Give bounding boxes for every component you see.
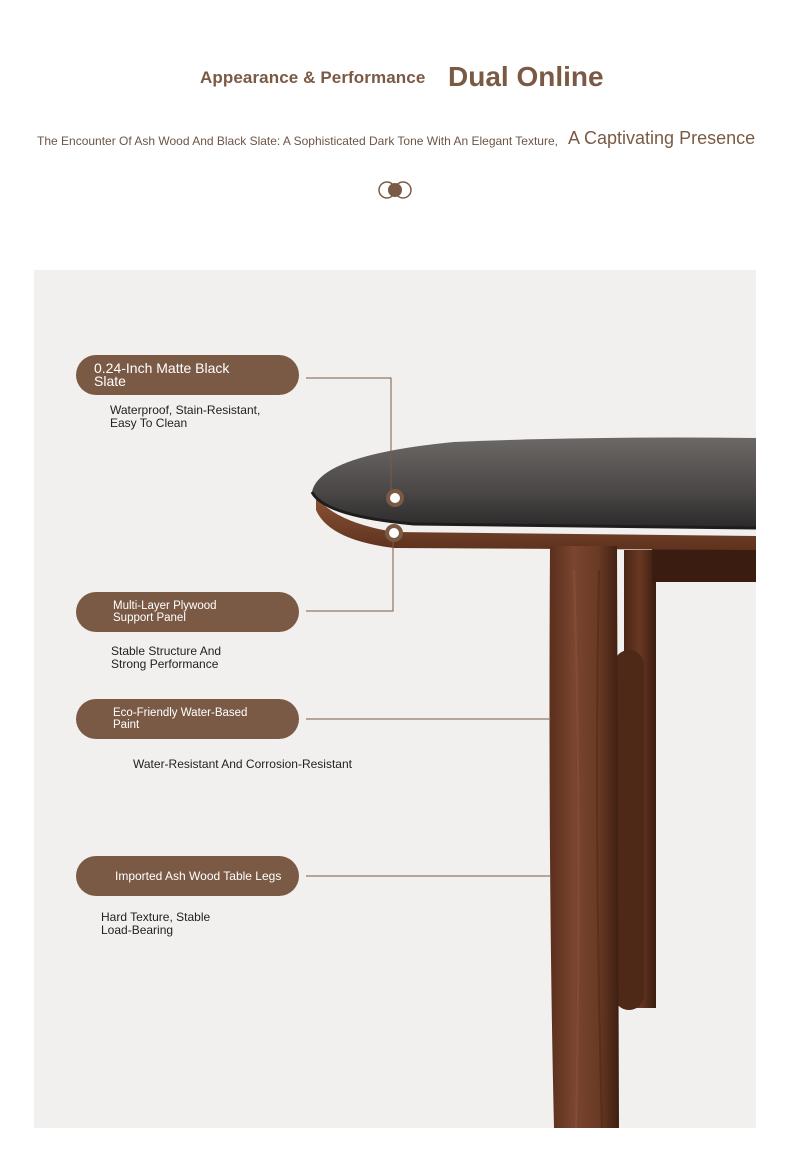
feature-label-legs bbox=[76, 856, 299, 896]
feature-desc-slate: Waterproof, Stain-Resistant, Easy To Clean bbox=[110, 403, 261, 430]
marker-dot-1 bbox=[386, 489, 404, 507]
feature-label-plywood-text: Multi-Layer Plywood Support Panel bbox=[113, 599, 217, 624]
feature-desc-plywood: Stable Structure And Strong Performance bbox=[111, 644, 222, 671]
marker-dot-2 bbox=[385, 524, 403, 542]
front-leg bbox=[550, 546, 620, 1128]
feature-desc-paint: Water-Resistant And Corrosion-Resistant bbox=[133, 757, 352, 771]
cross-rail bbox=[652, 548, 756, 582]
feature-label-legs-text: Imported Ash Wood Table Legs bbox=[115, 868, 282, 883]
header-left-title: Appearance & Performance bbox=[200, 68, 426, 87]
feature-label-paint bbox=[76, 699, 299, 739]
back-leg-inner bbox=[614, 650, 644, 1010]
slate-top bbox=[312, 438, 756, 529]
product-panel bbox=[34, 270, 756, 1128]
feature-desc-legs: Hard Texture, Stable Load-Bearing bbox=[101, 910, 211, 937]
feature-label-slate bbox=[76, 355, 299, 395]
feature-label-slate-text: 0.24-Inch Matte Black Slate bbox=[94, 359, 230, 389]
feature-label-plywood bbox=[76, 592, 299, 632]
subtitle-right: A Captivating Presence bbox=[568, 128, 756, 148]
header-right-title: Dual Online bbox=[448, 61, 604, 92]
feature-label-paint-text: Eco-Friendly Water-Based Paint bbox=[113, 706, 248, 731]
subtitle-left: The Encounter Of Ash Wood And Black Slate: A Sophisticated Dark Tone With An Elegant Texture, bbox=[37, 134, 558, 148]
interlocking-rings-icon bbox=[375, 180, 415, 200]
